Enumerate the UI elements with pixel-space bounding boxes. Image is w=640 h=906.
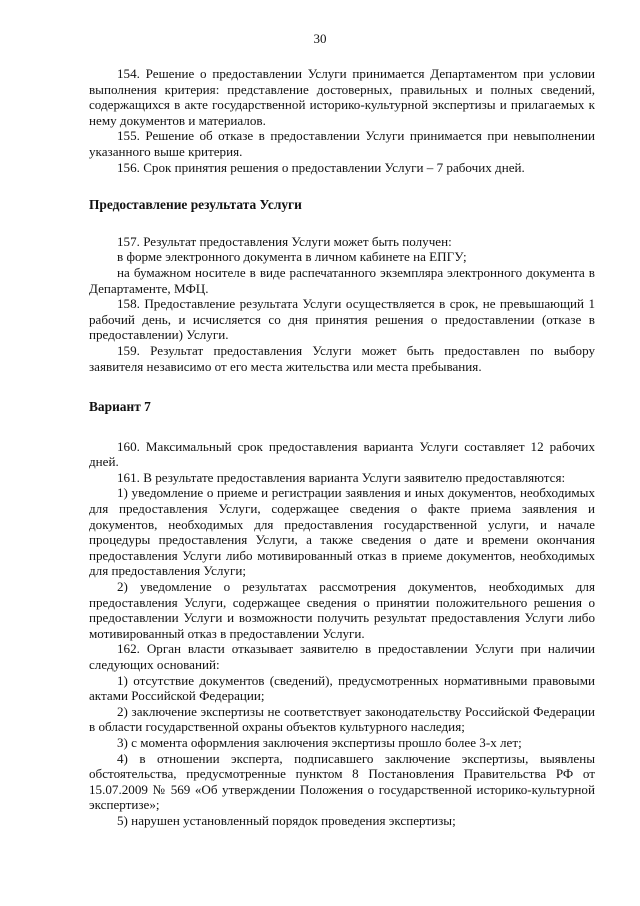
- paragraph-155: 155. Решение об отказе в предоставлении Услуги принимается при невыполнении указанного выше критерия.: [89, 128, 595, 159]
- paragraph-160: 160. Максимальный срок предоставления варианта Услуги составляет 12 рабочих дней.: [89, 438, 595, 470]
- paragraph-161-item-2: 2) уведомление о результатах рассмотрения документов, необходимых для предоставления Услуги, содержащее сведения о принятии положительного решения о предоставлении Услуги и возможности получить результат предоставления Услуги либо мотивированный отказ в предоставлении Услуги.: [89, 579, 595, 641]
- section-heading-result: Предоставление результата Услуги: [89, 197, 302, 213]
- paragraph-161: 161. В результате предоставления варианта Услуги заявителю предоставляются:: [117, 469, 566, 485]
- paragraph-162-item-4: 4) в отношении эксперта, подписавшего заключение экспертизы, выявлены обстоятельства, предусмотренные пунктом 8 Постановления Правительства РФ от 15.07.2009 № 569 «Об утверждении Положения о государственной историко-культурной экспертизе»;: [89, 750, 595, 813]
- paragraph-162-item-2: 2) заключение экспертизы не соответствует законодательству Российской Федерации в области государственной охраны объектов культурного наследия;: [89, 703, 595, 735]
- paragraph-161-item-1: 1) уведомление о приеме и регистрации заявления и иных документов, необходимых для предоставления Услуги, содержащее сведения о факте приема заявления и документов, необходимых для предоставления государственной услуги, и начале процедуры предоставления Услуги, а также сведения о дате и времени окончания предоставления Услуги либо мотивированный отказ в приеме документов, необходимых для предоставления Услуги;: [89, 485, 595, 579]
- paragraph-157-option-electronic: в форме электронного документа в личном кабинете на ЕПГУ;: [117, 249, 467, 265]
- paragraph-158: 158. Предоставление результата Услуги осуществляется в срок, не превышающий 1 рабочий день, и исчисляется со дня принятия решения о предоставлении (отказе в предоставлении) Услуги.: [89, 296, 595, 343]
- paragraph-159: 159. Результат предоставления Услуги может быть предоставлен по выбору заявителя независимо от его места жительства или места пребывания.: [89, 342, 595, 374]
- paragraph-162-item-3: 3) с момента оформления заключения экспертизы прошло более 3-х лет;: [117, 734, 522, 750]
- paragraph-162-item-5: 5) нарушен установленный порядок проведения экспертизы;: [117, 812, 456, 828]
- paragraph-157-option-paper: на бумажном носителе в виде распечатанного экземпляра электронного документа в Департаменте, МФЦ.: [89, 264, 595, 296]
- document-body: [89, 66, 595, 829]
- paragraph-162: 162. Орган власти отказывает заявителю в предоставлении Услуги при наличии следующих оснований:: [89, 641, 595, 672]
- paragraph-154: 154. Решение о предоставлении Услуги принимается Департаментом при условии выполнения критерия: представление достоверных, правильных и полных сведений, содержащихся в акте государственной историко-культурной экспертизы и прилагаемых к нему документов и материалов.: [89, 66, 595, 128]
- paragraph-156: 156. Срок принятия решения о предоставлении Услуги – 7 рабочих дней.: [117, 159, 525, 175]
- section-heading-variant: Вариант 7: [89, 399, 151, 415]
- paragraph-162-item-1: 1) отсутствие документов (сведений), предусмотренных нормативными правовыми актами Российской Федерации;: [89, 672, 595, 704]
- page-number: 30: [313, 31, 327, 46]
- paragraph-157: 157. Результат предоставления Услуги может быть получен:: [117, 233, 452, 249]
